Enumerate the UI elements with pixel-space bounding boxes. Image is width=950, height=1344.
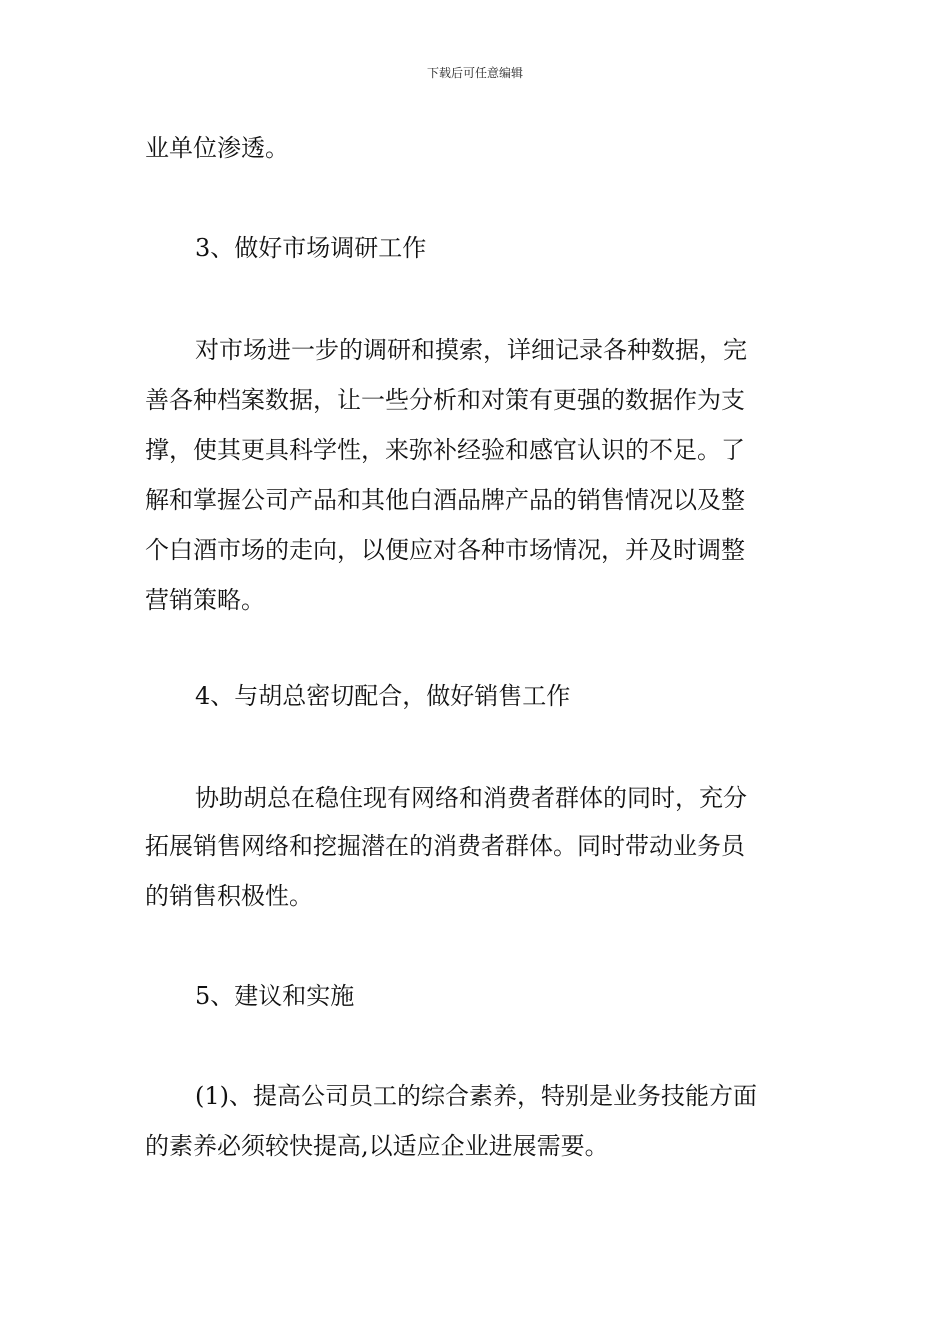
section-4-paragraph-line-2: 拓展销售网络和挖掘潜在的消费者群体。同时带动业务员 [145,832,745,860]
section-3-paragraph-line-2: 善各种档案数据，让一些分析和对策有更强的数据作为支 [145,386,745,414]
section-4-heading: 4、与胡总密切配合，做好销售工作 [195,682,571,710]
section-4-paragraph-line-3: 的销售积极性。 [145,882,313,910]
section-3-paragraph-line-1: 对市场进一步的调研和摸索，详细记录各种数据，完 [195,336,747,364]
section-5-paragraph-line-2: 的素养必须较快提高,以适应企业进展需要。 [145,1132,609,1160]
section-4-paragraph-line-1: 协助胡总在稳住现有网络和消费者群体的同时，充分 [195,784,747,812]
section-3-heading: 3、做好市场调研工作 [195,234,427,262]
section-5-paragraph-line-1: (1)、提高公司员工的综合素养，特别是业务技能方面 [195,1082,757,1110]
continuation-text: 业单位渗透。 [145,134,289,162]
section-3-paragraph-line-3: 撑，使其更具科学性，来弥补经验和感官认识的不足。了 [145,436,745,464]
section-3-paragraph-line-4: 解和掌握公司产品和其他白酒品牌产品的销售情况以及整 [145,486,745,514]
section-3-paragraph-line-5: 个白酒市场的走向，以便应对各种市场情况，并及时调整 [145,536,745,564]
page-header: 下载后可任意编辑 [426,66,523,80]
section-5-heading: 5、建议和实施 [195,982,355,1010]
section-3-paragraph-line-6: 营销策略。 [145,586,265,614]
